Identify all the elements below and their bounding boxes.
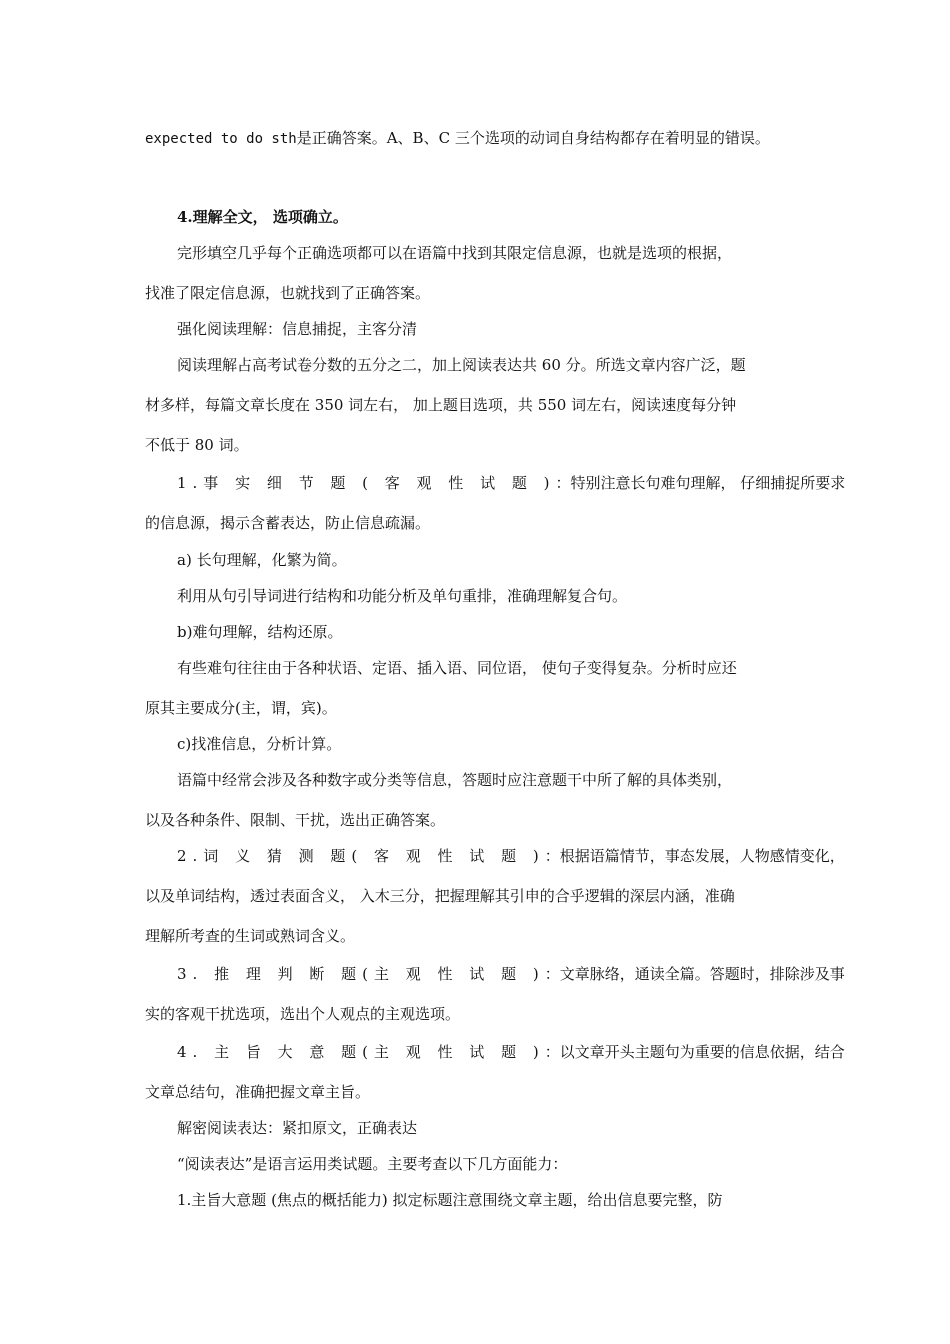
paragraph-line: 阅读理解占高考试卷分数的五分之二，加上阅读表达共 60 分。所选文章内容广泛，题 — [177, 356, 746, 374]
paragraph-line: 找准了限定信息源，也就找到了正确答案。 — [145, 284, 431, 302]
text-span: 是正确答案。A、B、C 三个选项的动词自身结构都存在着明显的错误。 — [296, 129, 770, 147]
list-item: c)找准信息，分析计算。 — [177, 735, 342, 753]
paragraph-line: 理解所考查的生词或熟词含义。 — [145, 927, 356, 945]
question-type-line — [177, 846, 845, 866]
text-span: ：根据语篇情节，事态发展，人物感情变化， — [544, 847, 845, 865]
paragraph-line: 有些难句往往由于各种状语、定语、插入语、同位语， 使句子变得复杂。分析时应还 — [177, 659, 737, 677]
text-line — [145, 128, 815, 149]
paragraph-line: 以及单词结构，透过表面含义， 入木三分，把握理解其引申的合乎逻辑的深层内涵，准确 — [145, 887, 735, 905]
paragraph-line: 1.主旨大意题 (焦点的概括能力) 拟定标题注意围绕文章主题，给出信息要完整，防 — [177, 1191, 723, 1209]
paragraph-line: “阅读表达”是语言运用类试题。主要考查以下几方面能力： — [177, 1155, 568, 1173]
code-phrase: expected to do sth — [145, 131, 297, 147]
paragraph-line: 完形填空几乎每个正确选项都可以在语篇中找到其限定信息源，也就是选项的根据， — [177, 244, 733, 262]
text-span: ：文章脉络，通读全篇。答题时，排除涉及事 — [544, 965, 845, 983]
subheading: 强化阅读理解：信息捕捉，主客分清 — [177, 320, 418, 338]
question-type-line — [177, 964, 845, 984]
text-span: ：以文章开头主题句为重要的信息依据，结合 — [544, 1043, 845, 1061]
list-item: a) 长句理解，化繁为简。 — [177, 551, 347, 569]
paragraph-line: 的信息源，揭示含蓄表达，防止信息疏漏。 — [145, 514, 431, 532]
paragraph-line: 材多样，每篇文章长度在 350 词左右， 加上题目选项，共 550 词左右，阅读速度每分钟 — [145, 396, 737, 414]
subheading: 解密阅读表达：紧扣原文，正确表达 — [177, 1119, 418, 1137]
question-type-line — [177, 1042, 845, 1062]
paragraph-line: 不低于 80 词。 — [145, 436, 249, 454]
paragraph-line: 文章总结句，准确把握文章主旨。 — [145, 1083, 371, 1101]
paragraph-line: 实的客观干扰选项，选出个人观点的主观选项。 — [145, 1005, 461, 1023]
question-type-label: 1.事 实 细 节 题 ( 客 观 性 试 题 ) — [177, 474, 556, 492]
paragraph-line: 利用从句引导词进行结构和功能分析及单句重排，准确理解复合句。 — [177, 587, 628, 605]
paragraph-line: 以及各种条件、限制、干扰，选出正确答案。 — [145, 811, 446, 829]
section-heading: 4.理解全文， 选项确立。 — [177, 208, 348, 226]
list-item: b)难句理解，结构还原。 — [177, 623, 343, 641]
question-type-label: 4. 主 旨 大 意 题(主 观 性 试 题 ) — [177, 1043, 545, 1061]
text-span: ：特别注意长句难句理解， 仔细捕捉所要求 — [555, 474, 846, 492]
question-type-line — [177, 473, 846, 493]
question-type-label: 3. 推 理 判 断 题(主 观 性 试 题 ) — [177, 965, 545, 983]
question-type-label: 2.词 义 猜 测 题( 客 观 性 试 题 ) — [177, 847, 545, 865]
paragraph-line: 原其主要成分(主，谓，宾)。 — [145, 699, 337, 717]
paragraph-line: 语篇中经常会涉及各种数字或分类等信息，答题时应注意题干中所了解的具体类别， — [177, 771, 733, 789]
